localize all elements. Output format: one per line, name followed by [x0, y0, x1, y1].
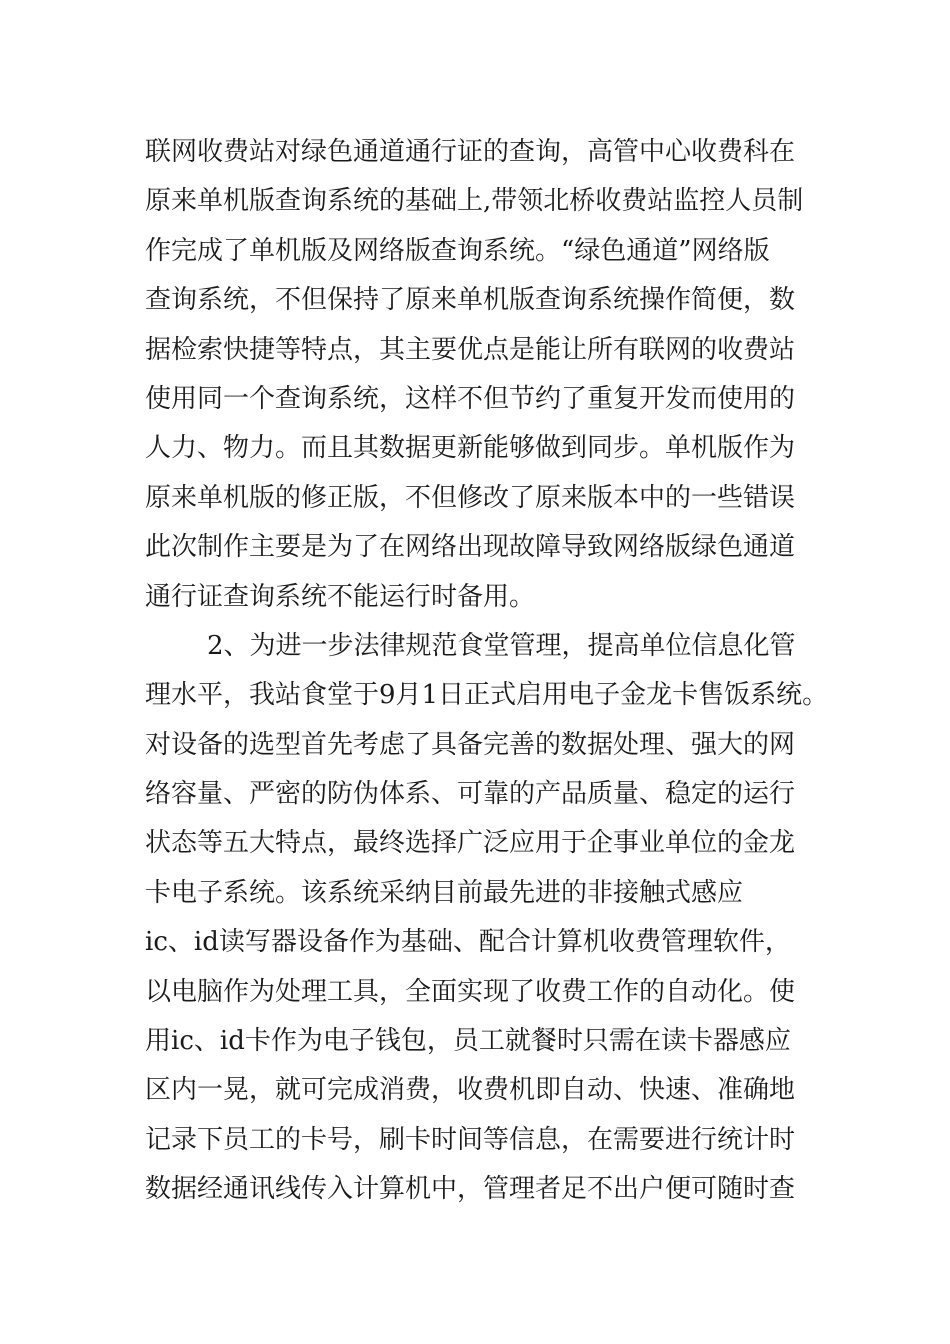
text-line: 对设备的选型首先考虑了具备完善的数据处理、强大的网: [145, 729, 796, 760]
text-line: 数据经通讯线传入计算机中，管理者足不出户便可随时查: [145, 1174, 796, 1205]
text-line: 记录下员工的卡号，刷卡时间等信息，在需要进行统计时: [145, 1124, 796, 1155]
text-line: 卡电子系统。该系统采纳目前最先进的非接触式感应: [145, 877, 744, 908]
text-line: 络容量、严密的防伪体系、可靠的产品质量、稳定的运行: [145, 779, 796, 810]
text-line: ic、id读写器设备作为基础、配合计算机收费管理软件，: [145, 927, 791, 958]
text-line: 原来单机版查询系统的基础上,带领北桥收费站监控人员制: [145, 186, 804, 217]
text-line: 原来单机版的修正版，不但修改了原来版本中的一些错误: [145, 482, 796, 513]
text-line: 作完成了单机版及网络版查询系统。“绿色通道”网络版: [145, 235, 770, 266]
paragraph-2: [145, 622, 829, 1215]
text-line: 用ic、id卡作为电子钱包，员工就餐时只需在读卡器感应: [145, 1026, 791, 1057]
text-line: 使用同一个查询系统，这样不但节约了重复开发而使用的: [145, 383, 796, 414]
text-line: 理水平，我站食堂于9月1日正式启用电子金龙卡售饭系统。: [145, 680, 829, 711]
text-line: 此次制作主要是为了在网络出现故障导致网络版绿色通道: [145, 532, 796, 563]
document-body: [145, 128, 829, 1215]
text-line: 状态等五大特点，最终选择广泛应用于企事业单位的金龙: [145, 828, 796, 859]
text-line: 联网收费站对绿色通道通行证的查询，高管中心收费科在: [145, 137, 796, 167]
text-line: 区内一晃，就可完成消费，收费机即自动、快速、准确地: [145, 1075, 796, 1106]
text-line: 查询系统，不但保持了原来单机版查询系统操作简便，数: [145, 285, 796, 316]
text-line: 据检索快捷等特点，其主要优点是能让所有联网的收费站: [145, 334, 796, 365]
text-line: 通行证查询系统不能运行时备用。: [145, 581, 536, 612]
text-line: 以电脑作为处理工具，全面实现了收费工作的自动化。使: [145, 976, 796, 1007]
paragraph-1: [145, 128, 825, 622]
text-line: 人力、物力。而且其数据更新能够做到同步。单机版作为: [145, 433, 796, 464]
text-line: 2、为进一步法律规范食堂管理，提高单位信息化管: [207, 630, 796, 661]
